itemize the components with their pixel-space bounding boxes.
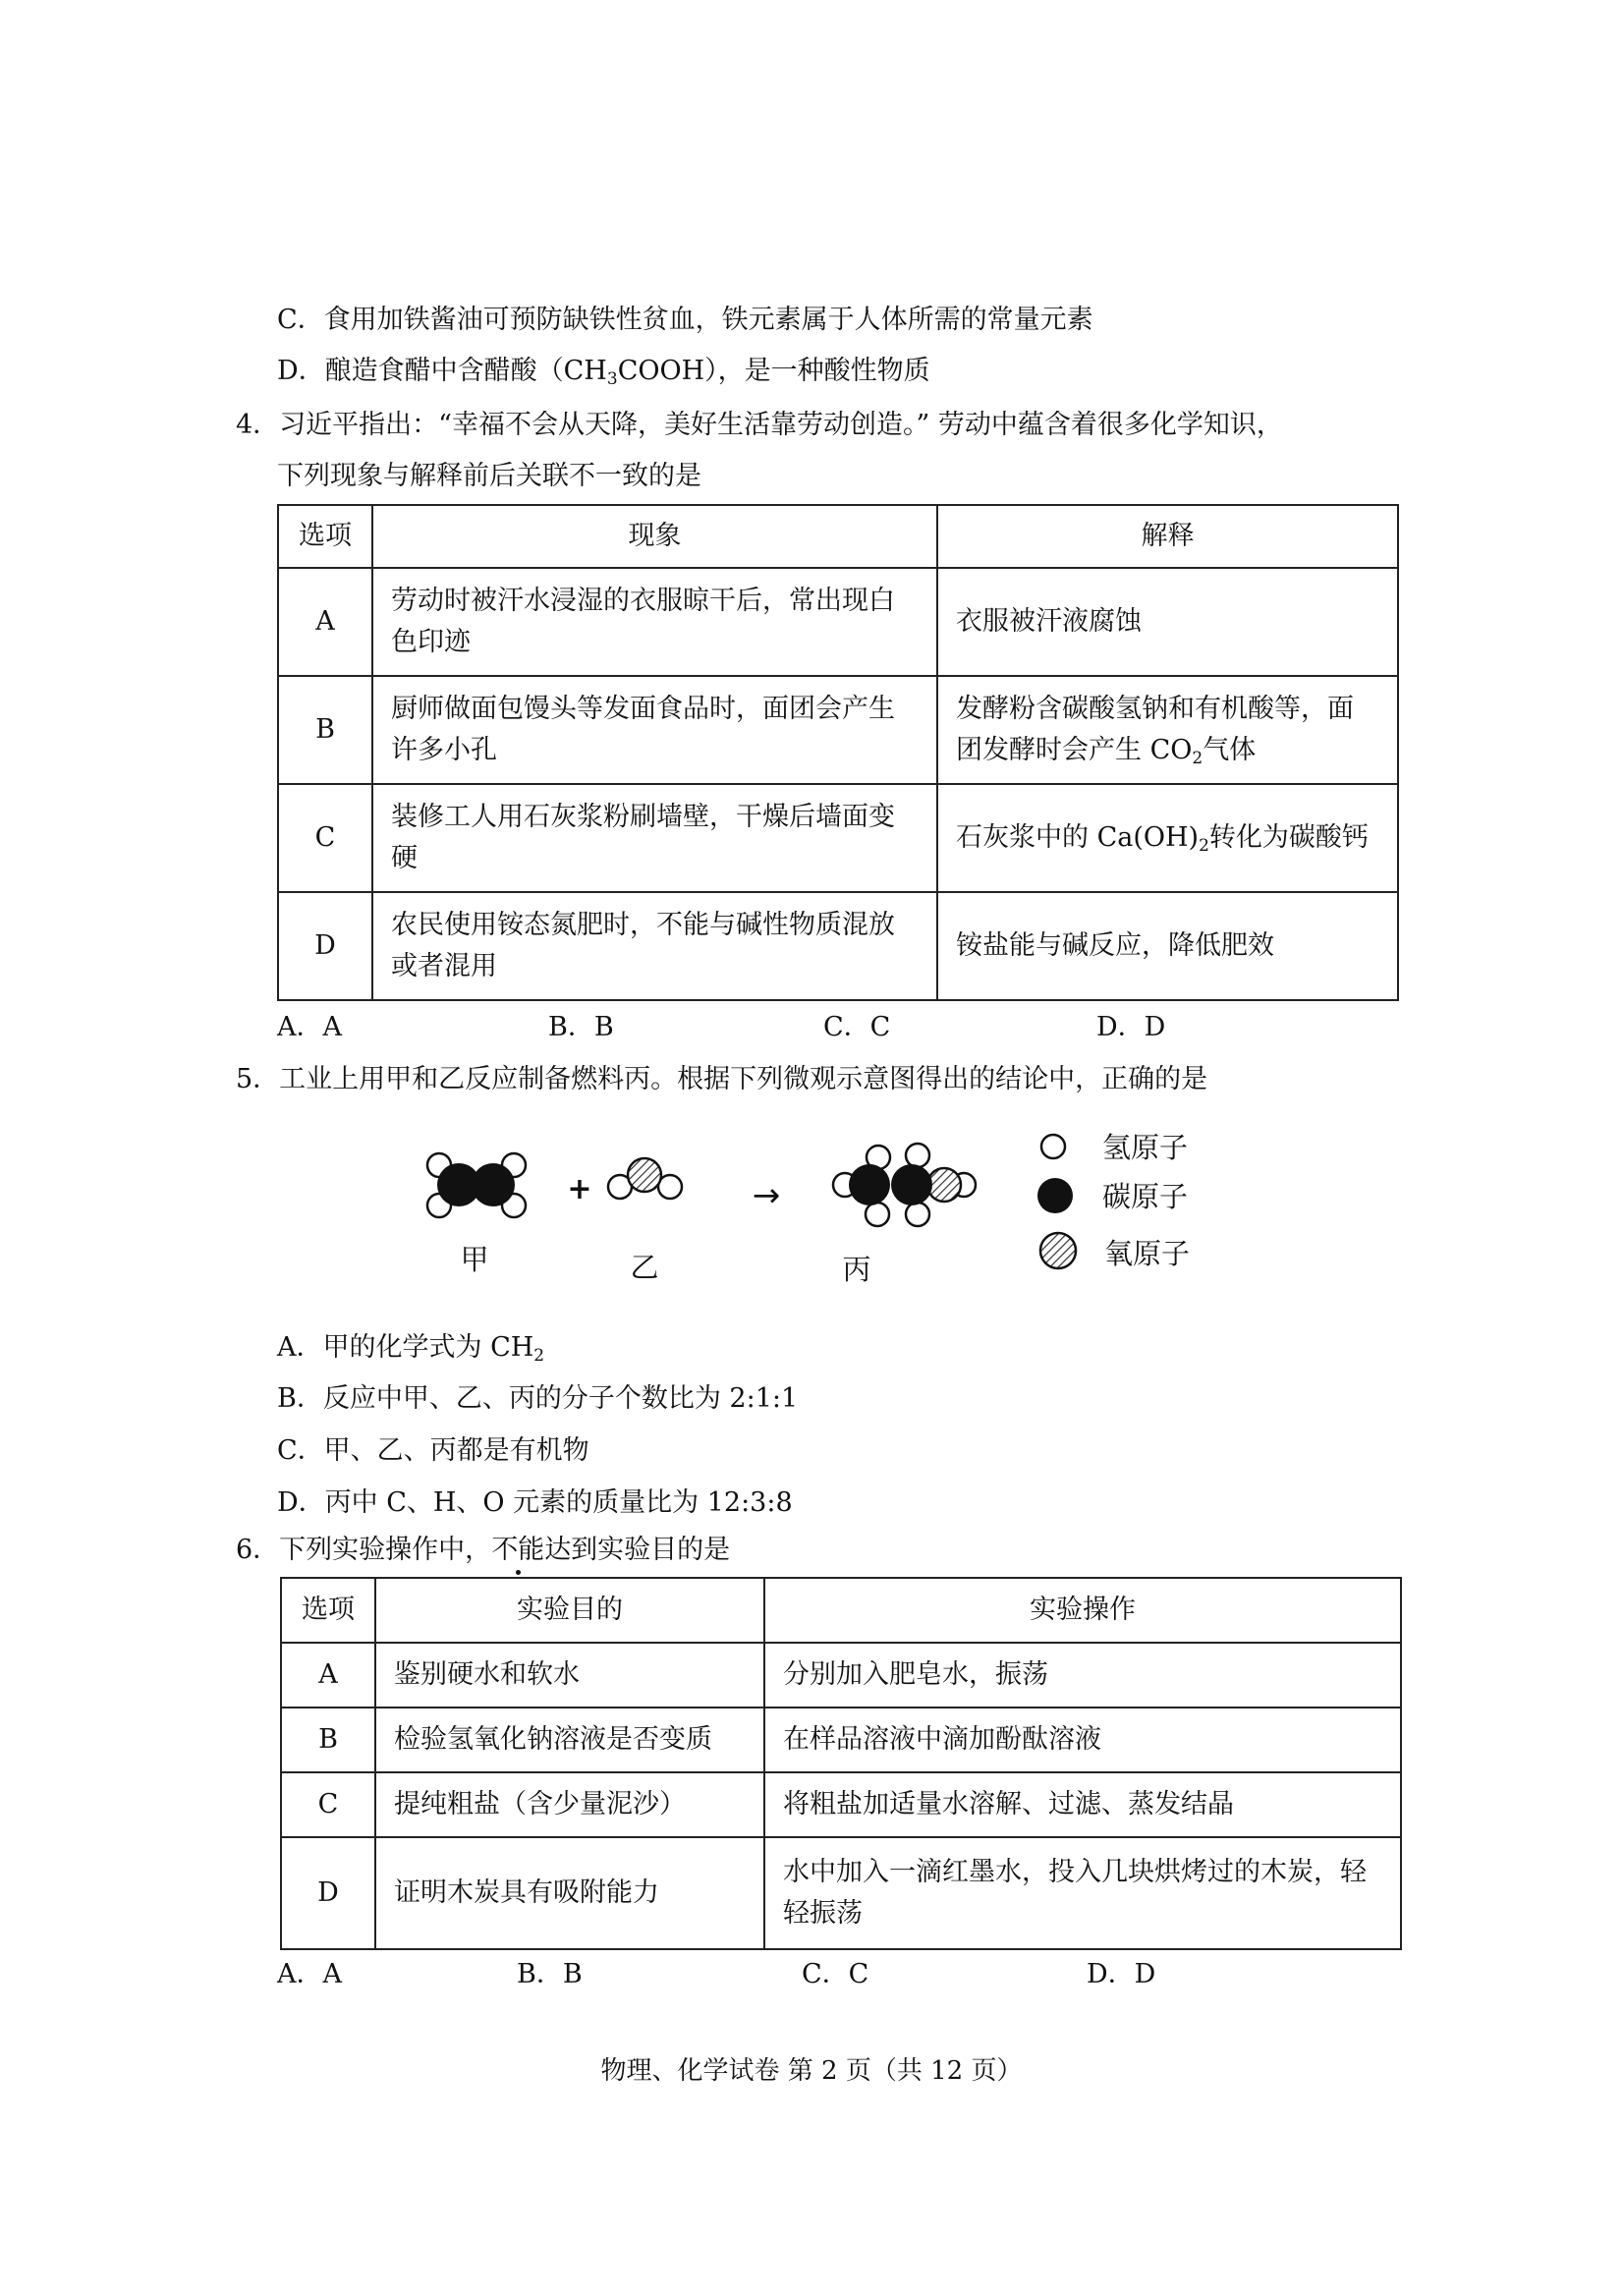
q6-table-header (281, 1578, 1401, 1643)
legend-oxygen-label: 氧原子 (1104, 1237, 1191, 1270)
carbon-atom (849, 1164, 890, 1205)
q4-row-a-explanation: 衣服被汗液腐蚀 (937, 568, 1398, 676)
q6-row-b-operation: 在样品溶液中滴加酚酞溶液 (764, 1708, 1401, 1772)
q4-stem-line1: 4．习近平指出：“幸福不会从天降，美好生活靠劳动创造。” 劳动中蕴含着很多化学知识， (236, 410, 1283, 440)
q6-header-purpose: 实验目的 (375, 1578, 764, 1643)
diagram-legend (1037, 1131, 1190, 1270)
q4-row-c-option: C (278, 784, 372, 892)
carbon-atom (472, 1163, 515, 1206)
label-jia: 甲 (460, 1243, 489, 1276)
q4-header-option: 选项 (278, 505, 372, 568)
q6-choice-a[interactable]: A．A (277, 1959, 342, 1989)
hydrogen-atom (866, 1203, 889, 1226)
q4-choice-c[interactable]: C．C (823, 1012, 891, 1042)
q4-row-b-explanation: 发酵粉含碳酸氢钠和有机酸等，面团发酵时会产生 $CO_2$气体 (937, 676, 1398, 784)
q4-stem-line2: 下列现象与解释前后关联不一致的是 (277, 461, 701, 491)
q5-option-d: D．丙中 C、H、O 元素的质量比为 12:3:8 (277, 1487, 793, 1518)
q4-row-c-explanation: 石灰浆中的 $Ca(OH)_2$转化为碳酸钙 (937, 784, 1398, 892)
q6-row-b-purpose: 检验氢氧化钠溶液是否变质 (375, 1708, 764, 1772)
hydrogen-atom (906, 1144, 929, 1167)
label-bing: 丙 (842, 1253, 871, 1286)
carbon-atom (891, 1164, 932, 1205)
q4-row-d-phenomenon: 农民使用铵态氮肥时，不能与碱性物质混放或者混用 (372, 892, 937, 1000)
q4-row-d-option: D (278, 892, 372, 1000)
q5-stem: 5．工业上用甲和乙反应制备燃料丙。根据下列微观示意图得出的结论中，正确的是 (236, 1064, 1208, 1094)
q4-table (277, 504, 1399, 1001)
q6-row-c (281, 1772, 1401, 1837)
legend-carbon-label: 碳原子 (1102, 1180, 1189, 1213)
q6-row-d-option: D (281, 1837, 375, 1949)
q6-header-option: 选项 (281, 1578, 375, 1643)
reaction-arrow: → (752, 1176, 781, 1215)
legend-hydrogen-label: 氢原子 (1102, 1131, 1189, 1164)
q6-choice-c[interactable]: C．C (802, 1959, 869, 1989)
q6-stem-emphasis: 不能 (491, 1535, 545, 1565)
legend-oxygen-icon (1040, 1233, 1076, 1268)
q4-row-c (278, 784, 1398, 892)
q4-choice-a[interactable]: A．A (277, 1012, 342, 1042)
q5-option-b: B．反应中甲、乙、丙的分子个数比为 2:1:1 (277, 1383, 799, 1414)
q6-row-c-operation: 将粗盐加适量水溶解、过滤、蒸发结晶 (764, 1772, 1401, 1837)
q6-header-operation: 实验操作 (764, 1578, 1401, 1643)
molecule-yi (608, 1158, 682, 1199)
q4-choice-b[interactable]: B．B (548, 1012, 614, 1042)
q4-row-a (278, 568, 1398, 676)
q6-row-c-option: C (281, 1772, 375, 1837)
molecule-bing (833, 1144, 976, 1226)
q6-stem: 6．下列实验操作中，不能达到实验目的是 (236, 1535, 731, 1565)
legend-carbon-icon (1037, 1178, 1073, 1213)
plus-sign: + (567, 1172, 592, 1206)
oxygen-atom (927, 1168, 961, 1202)
q4-choice-d[interactable]: D．D (1096, 1012, 1166, 1042)
q4-choices (277, 1008, 1358, 1047)
q6-row-a (281, 1643, 1401, 1708)
q4-row-d (278, 892, 1398, 1000)
q6-row-a-operation: 分别加入肥皂水，振荡 (764, 1643, 1401, 1708)
q5-option-c: C．甲、乙、丙都是有机物 (277, 1435, 589, 1466)
q3-option-d: D．酿造食醋中含醋酸$(CH_3COOH)$，是一种酸性物质 (277, 356, 930, 389)
q4-row-b (278, 676, 1398, 784)
label-yi: 乙 (630, 1251, 659, 1284)
legend-hydrogen-icon (1041, 1135, 1065, 1158)
q6-row-c-purpose: 提纯粗盐（含少量泥沙） (375, 1772, 764, 1837)
q5-option-a: A．甲的化学式为 $CH_2$ (277, 1332, 545, 1366)
q4-row-d-explanation: 铵盐能与碱反应，降低肥效 (937, 892, 1398, 1000)
q6-row-d (281, 1837, 1401, 1949)
q6-row-b-option: B (281, 1708, 375, 1772)
q3-option-c: C．食用加铁酱油可预防缺铁性贫血，铁元素属于人体所需的常量元素 (277, 305, 1093, 335)
oxygen-atom (628, 1158, 661, 1192)
q6-row-a-purpose: 鉴别硬水和软水 (375, 1643, 764, 1708)
q6-choices (277, 1955, 1358, 1994)
q6-row-b (281, 1708, 1401, 1772)
q6-choice-b[interactable]: B．B (517, 1959, 583, 1989)
q4-row-b-phenomenon: 厨师做面包馒头等发面食品时，面团会产生许多小孔 (372, 676, 937, 784)
molecule-jia (427, 1153, 526, 1217)
q4-row-c-phenomenon: 装修工人用石灰浆粉刷墙壁，干燥后墙面变硬 (372, 784, 937, 892)
q4-table-header (278, 505, 1398, 568)
q4-header-phenomenon: 现象 (372, 505, 937, 568)
q4-row-a-option: A (278, 568, 372, 676)
q4-header-explanation: 解释 (937, 505, 1398, 568)
q6-row-a-option: A (281, 1643, 375, 1708)
page-footer: 物理、化学试卷 第 2 页（共 12 页） (600, 2056, 1023, 2086)
q5-molecule-diagram (413, 1120, 1258, 1297)
hydrogen-atom (906, 1203, 929, 1226)
q6-row-d-operation: 水中加入一滴红墨水，投入几块烘烤过的木炭，轻轻振荡 (764, 1837, 1401, 1949)
q6-table (280, 1577, 1402, 1950)
q6-choice-d[interactable]: D．D (1087, 1959, 1156, 1989)
q6-row-d-purpose: 证明木炭具有吸附能力 (375, 1837, 764, 1949)
q4-row-a-phenomenon: 劳动时被汗水浸湿的衣服晾干后，常出现白色印迹 (372, 568, 937, 676)
q4-row-b-option: B (278, 676, 372, 784)
